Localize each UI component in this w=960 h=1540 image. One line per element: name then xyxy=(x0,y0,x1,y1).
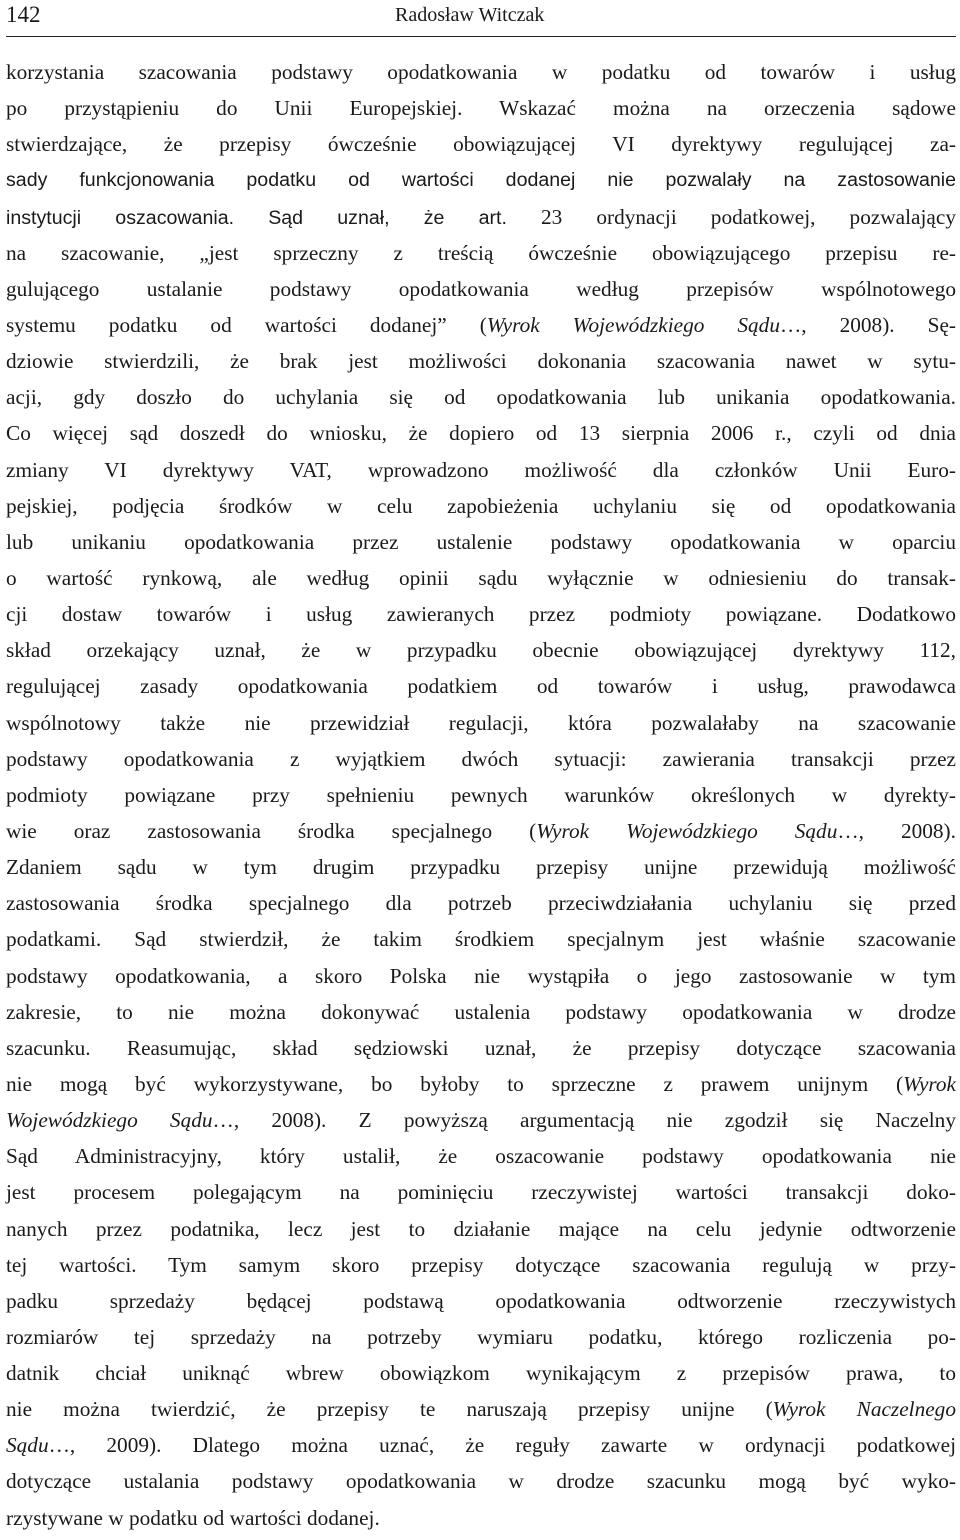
text-run: stwierdzające, że przepisy ówcześnie obowiązującej VI dyrektywy regulującej za- xyxy=(6,132,956,157)
text-run: zakresie, to nie można dokonywać ustalenia podstawy opodatkowania w drodze xyxy=(6,999,956,1024)
text-line xyxy=(6,958,956,994)
text-run: rzystywane w podatku od wartości dodanej. xyxy=(6,1505,380,1530)
text-run: gulującego ustalanie podstawy opodatkowania według przepisów wspólnotowego xyxy=(6,276,956,301)
text-run: Sąd Administracyjny, który ustalił, że oszacowanie podstawy opodatkowania nie xyxy=(6,1144,956,1169)
text-line xyxy=(6,415,956,451)
text-run: pejskiej, podjęcia środków w celu zapobieżenia uchylaniu się od opodatkowania xyxy=(6,493,956,518)
text-line xyxy=(6,705,956,741)
running-header-author: Radosław Witczak xyxy=(395,4,545,26)
text-run: nie mogą być wykorzystywane, bo byłoby to sprzeczne z prawem unijnym ( xyxy=(6,1071,904,1096)
text-line xyxy=(6,1211,956,1247)
body-paragraph xyxy=(6,54,956,1536)
text-line xyxy=(6,1247,956,1283)
text-run: podstawy opodatkowania z wyjątkiem dwóch sytuacji: zawierania transakcji przez xyxy=(6,746,956,771)
text-line xyxy=(6,452,956,488)
text-run: na szacowanie, „jest sprzeczny z treścią ówcześnie obowiązującego przepisu re- xyxy=(6,240,956,265)
citation-italic: Wojewódzkiego Sądu xyxy=(6,1108,213,1133)
text-line xyxy=(6,199,956,235)
text-line xyxy=(6,488,956,524)
text-line xyxy=(6,271,956,307)
text-line xyxy=(6,668,956,704)
text-run: dziowie stwierdzili, że brak jest możliwości dokonania szacowania nawet w sytu- xyxy=(6,349,956,374)
text-run: …, 2008). xyxy=(837,818,956,843)
text-run: korzystania szacowania podstawy opodatkowania w podatku od towarów i usług xyxy=(6,60,956,84)
page-number: 142 xyxy=(6,2,41,27)
text-line xyxy=(6,1066,956,1102)
text-run: instytucji oszacowania. Sąd uznał, że art. xyxy=(6,206,507,229)
text-line xyxy=(6,1500,956,1536)
text-run: o wartość rynkową, ale według opinii sądu wyłącznie w odniesieniu do transak- xyxy=(6,565,956,590)
text-run: nie można twierdzić, że przepisy te naruszają przepisy unijne ( xyxy=(6,1397,773,1422)
text-run: 23 ordynacji podatkowej, pozwalający xyxy=(506,204,956,229)
text-line xyxy=(6,596,956,632)
text-line xyxy=(6,307,956,343)
text-line xyxy=(6,1174,956,1210)
text-run: po przystąpieniu do Unii Europejskiej. Wskazać można na orzeczenia sądowe xyxy=(6,96,956,121)
text-line xyxy=(6,777,956,813)
citation-italic: Wyrok Naczelnego xyxy=(772,1397,956,1422)
citation-italic: Wyrok Wojewódzkiego Sądu xyxy=(486,312,780,337)
text-run: wspólnotowy także nie przewidział regulacji, która pozwalałaby na szacowanie xyxy=(6,710,956,735)
text-line xyxy=(6,1463,956,1499)
text-run: padku sprzedaży będącej podstawą opodatkowania odtworzenie rzeczywistych xyxy=(6,1288,956,1313)
text-line xyxy=(6,885,956,921)
text-line xyxy=(6,379,956,415)
text-line xyxy=(6,90,956,126)
text-line xyxy=(6,1355,956,1391)
text-run: wie oraz zastosowania środka specjalnego ( xyxy=(6,818,537,843)
text-run: …, 2008). Z powyższą argumentacją nie zgodził się Naczelny xyxy=(212,1108,956,1133)
text-run: rozmiarów tej sprzedaży na potrzeby wymiaru podatku, którego rozliczenia po- xyxy=(6,1324,956,1349)
text-run: Co więcej sąd doszedł do wniosku, że dopiero od 13 sierpnia 2006 r., czyli od dnia xyxy=(6,421,956,446)
text-run: acji, gdy doszło do uchylania się od opodatkowania lub unikania opodatkowania. xyxy=(6,385,956,410)
text-line xyxy=(6,1138,956,1174)
text-run: Zdaniem sądu w tym drugim przypadku przepisy unijne przewidują możliwość xyxy=(6,855,956,880)
text-run: dotyczące ustalania podstawy opodatkowania w drodze szacunku mogą być wyko- xyxy=(6,1469,956,1494)
text-line xyxy=(6,1319,956,1355)
citation-italic: Wyrok Wojewódzkiego Sądu xyxy=(536,818,838,843)
text-line xyxy=(6,1030,956,1066)
text-line xyxy=(6,54,956,90)
text-line xyxy=(6,741,956,777)
text-run: skład orzekający uznał, że w przypadku obecnie obowiązującej dyrektywy 112, xyxy=(6,638,956,663)
text-run: nanych przez podatnika, lecz jest to działanie mające na celu jedynie odtworzenie xyxy=(6,1216,956,1241)
text-run: sady funkcjonowania podatku od wartości dodanej nie pozwalały na zastosowanie xyxy=(6,169,956,192)
text-run: podstawy opodatkowania, a skoro Polska nie wystąpiła o jego zastosowanie w tym xyxy=(6,963,956,988)
text-line xyxy=(6,126,956,162)
text-run: jest procesem polegającym na pominięciu rzeczywistej wartości transakcji doko- xyxy=(6,1180,956,1205)
text-run: podatkami. Sąd stwierdził, że takim środkiem specjalnym jest właśnie szacowanie xyxy=(6,927,956,952)
text-line xyxy=(6,343,956,379)
text-line xyxy=(6,560,956,596)
text-line xyxy=(6,813,956,849)
text-run: …, 2009). Dlatego można uznać, że reguły zawarte w ordynacji podatkowej xyxy=(48,1433,956,1458)
text-run: cji dostaw towarów i usług zawieranych przez podmioty powiązane. Dodatkowo xyxy=(6,602,956,627)
text-run: zastosowania środka specjalnego dla potrzeb przeciwdziałania uchylaniu się przed xyxy=(6,891,956,916)
text-line xyxy=(6,1391,956,1427)
text-run: podmioty powiązane przy spełnieniu pewnych warunków określonych w dyrekty- xyxy=(6,782,956,807)
citation-italic: Wyrok xyxy=(903,1071,956,1096)
text-line xyxy=(6,1427,956,1463)
text-line xyxy=(6,235,956,271)
text-line xyxy=(6,162,956,198)
text-run: datnik chciał uniknąć wbrew obowiązkom wynikającym z przepisów prawa, to xyxy=(6,1361,956,1386)
text-run: regulującej zasady opodatkowania podatkiem od towarów i usług, prawodawca xyxy=(6,674,956,699)
text-line xyxy=(6,1283,956,1319)
text-run: zmiany VI dyrektywy VAT, wprowadzono możliwość dla członków Unii Euro- xyxy=(6,457,956,482)
running-header xyxy=(6,0,956,37)
text-line xyxy=(6,1102,956,1138)
text-line xyxy=(6,921,956,957)
text-line xyxy=(6,994,956,1030)
text-run: systemu podatku od wartości dodanej” ( xyxy=(6,312,487,337)
text-run: …, 2008). Sę- xyxy=(779,312,957,337)
text-run: lub unikaniu opodatkowania przez ustalenie podstawy opodatkowania w oparciu xyxy=(6,529,956,554)
text-line xyxy=(6,524,956,560)
citation-italic: Sądu xyxy=(6,1433,49,1458)
text-line xyxy=(6,632,956,668)
text-run: tej wartości. Tym samym skoro przepisy dotyczące szacowania regulują w przy- xyxy=(6,1252,956,1277)
text-line xyxy=(6,849,956,885)
text-run: szacunku. Reasumując, skład sędziowski uznał, że przepisy dotyczące szacowania xyxy=(6,1035,956,1060)
